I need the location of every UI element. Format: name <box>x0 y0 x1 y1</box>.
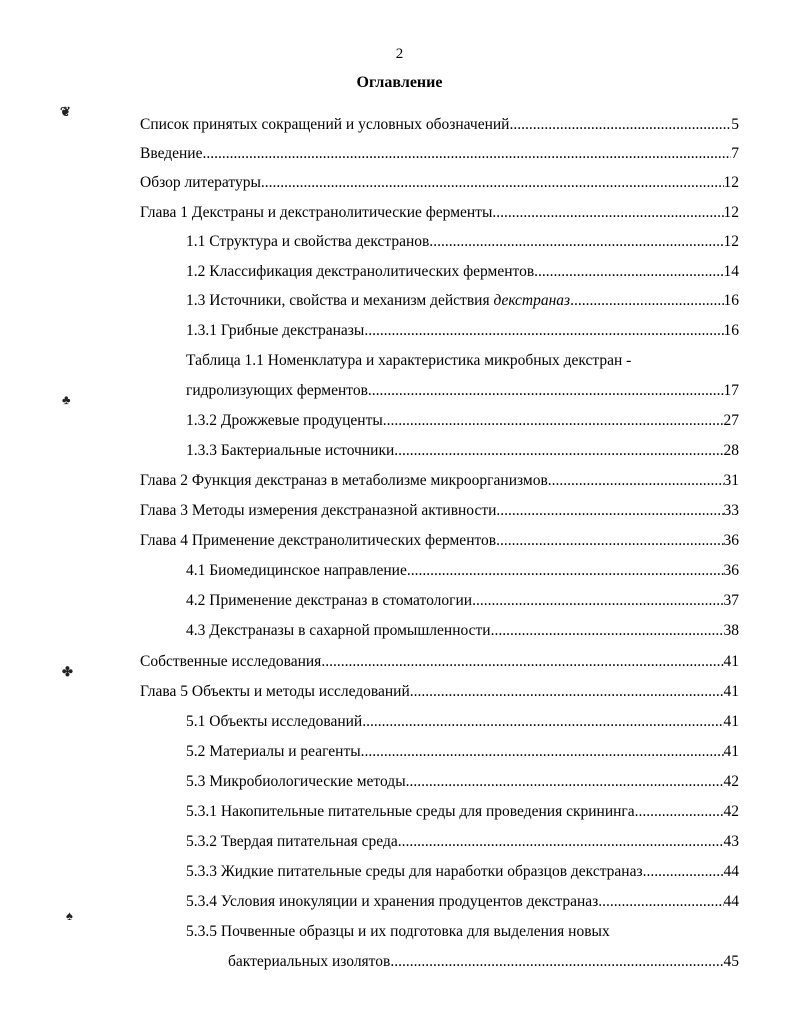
toc-entry[interactable] <box>140 500 739 522</box>
leader-dots <box>410 681 724 703</box>
toc-entry-text: Глава 5 Объекты и методы исследований <box>140 683 410 700</box>
toc-entry[interactable] <box>186 590 739 612</box>
toc-entry-page: 28 <box>723 442 739 459</box>
toc-entry-page: 41 <box>723 683 739 700</box>
toc-entry-text: 5.3.4 Условия инокуляции и хранения продуцентов декстраназ <box>186 893 599 910</box>
toc-entry[interactable] <box>186 741 739 763</box>
leader-dots <box>570 290 723 312</box>
toc-entry-page: 27 <box>723 412 739 429</box>
toc-entry-text: Список принятых сокращений и условных обозначений <box>140 116 510 133</box>
toc-entry[interactable] <box>186 620 739 642</box>
toc-entry[interactable] <box>140 114 739 136</box>
toc-entry[interactable] <box>140 143 739 165</box>
toc-entry-text-plain: 1.3 Источники, свойства и механизм действия <box>186 292 494 309</box>
toc-entry-page: 43 <box>723 833 739 850</box>
toc-entry-page: 36 <box>723 562 739 579</box>
leader-dots <box>202 143 731 165</box>
toc-entry-page: 17 <box>723 382 739 399</box>
leader-dots <box>643 861 724 883</box>
toc-entry-text <box>186 290 570 312</box>
leader-dots <box>472 590 723 612</box>
toc-entry-page: 42 <box>723 773 739 790</box>
toc-entry-page: 36 <box>723 532 739 549</box>
toc-entry[interactable] <box>186 440 739 462</box>
toc-entry-text: 5.2 Материалы и реагенты <box>186 743 361 760</box>
toc-entry[interactable] <box>140 202 739 224</box>
leader-dots <box>407 560 724 582</box>
toc-entry[interactable] <box>186 891 739 913</box>
toc-entry[interactable] <box>228 951 739 973</box>
toc-entry-text: гидролизующих ферментов <box>186 382 368 399</box>
leader-dots <box>383 410 724 432</box>
toc-entry-text: 5.3.3 Жидкие питательные среды для наработки образцов декстраназ <box>186 863 643 880</box>
leader-dots <box>368 380 724 402</box>
toc-entry-page: 41 <box>723 713 739 730</box>
toc-entry-text: 5.3.1 Накопительные питательные среды для проведения скрининга <box>186 803 635 820</box>
toc-entry-text: 1.3.3 Бактериальные источники <box>186 442 395 459</box>
leader-dots <box>394 440 723 462</box>
toc-entry-page: 12 <box>723 174 739 191</box>
leader-dots <box>491 620 724 642</box>
leader-dots <box>496 530 723 552</box>
leader-dots <box>406 771 724 793</box>
toc-entry-text: Глава 4 Применение декстранолитических ферментов <box>140 532 497 549</box>
toc-entry-text: Глава 3 Методы измерения декстраназной активности <box>140 502 497 519</box>
toc-entry[interactable] <box>140 651 739 673</box>
leader-dots <box>492 202 723 224</box>
toc-entry-text: Обзор литературы <box>140 174 261 191</box>
toc-entry-text: бактериальных изолятов <box>228 953 391 970</box>
toc-entry-text: Введение <box>140 145 203 162</box>
toc-entry[interactable] <box>186 231 739 253</box>
toc-entry[interactable] <box>186 831 739 853</box>
toc-entry[interactable] <box>140 530 739 552</box>
scan-mark-icon: ♣ <box>62 392 71 407</box>
leader-dots <box>496 500 723 522</box>
toc-entry[interactable] <box>186 560 739 582</box>
toc-entry-page: 42 <box>723 803 739 820</box>
toc-entry[interactable] <box>140 172 739 194</box>
toc-entry-page: 33 <box>723 502 739 519</box>
leader-dots <box>362 711 723 733</box>
toc-entry-page: 44 <box>723 893 739 910</box>
toc-entry-text: 1.3.2 Дрожжевые продуценты <box>186 412 383 429</box>
toc-entry-text: Глава 1 Декстраны и декстранолитические ферменты <box>140 204 493 221</box>
leader-dots <box>429 231 723 253</box>
scan-mark-icon: ✤ <box>62 664 73 679</box>
toc-entry-page: 12 <box>723 233 739 250</box>
toc-entry-line1[interactable]: 5.3.5 Почвенные образцы и их подготовка для выделения новых <box>186 923 610 940</box>
leader-dots <box>398 831 724 853</box>
toc-entry-page: 12 <box>723 204 739 221</box>
toc-entry-text: 4.1 Биомедицинское направление <box>186 562 407 579</box>
toc-entry[interactable] <box>186 380 739 402</box>
toc-entry-text: 4.2 Применение декстраназ в стоматологии <box>186 592 473 609</box>
toc-entry-page: 38 <box>723 622 739 639</box>
toc-entry[interactable] <box>186 320 739 342</box>
page-number: 2 <box>395 46 404 62</box>
toc-entry-text: 1.1 Структура и свойства декстранов <box>186 233 430 250</box>
leader-dots <box>321 651 723 673</box>
toc-entry-text: Собственные исследования <box>140 653 322 670</box>
leader-dots <box>390 951 723 973</box>
toc-entry-page: 16 <box>723 322 739 339</box>
scan-mark-icon: ♠ <box>66 908 73 923</box>
leader-dots <box>598 891 723 913</box>
toc-entry-line1[interactable]: Таблица 1.1 Номенклатура и характеристика микробных декстран - <box>186 352 632 369</box>
toc-entry[interactable] <box>186 771 739 793</box>
toc-entry-text: 1.2 Классификация декстранолитических ферментов <box>186 263 535 280</box>
toc-entry-page: 5 <box>731 116 739 133</box>
toc-entry[interactable] <box>186 711 739 733</box>
toc-entry[interactable] <box>186 290 739 312</box>
toc-entry-page: 41 <box>723 743 739 760</box>
leader-dots <box>361 741 724 763</box>
leader-dots <box>261 172 724 194</box>
toc-entry-text: 4.3 Декстраназы в сахарной промышленности <box>186 622 491 639</box>
toc-entry-page: 16 <box>723 292 739 309</box>
toc-entry-page: 14 <box>723 263 739 280</box>
toc-entry[interactable] <box>186 801 739 823</box>
leader-dots <box>548 470 724 492</box>
toc-entry-text: 5.3.2 Твердая питательная среда <box>186 833 398 850</box>
page-title: Оглавление <box>356 74 443 91</box>
toc-entry-text-italic: декстраназ <box>493 292 571 309</box>
toc-entry[interactable] <box>186 861 739 883</box>
leader-dots <box>635 801 724 823</box>
toc-entry-page: 41 <box>723 653 739 670</box>
toc-entry-page: 31 <box>723 472 739 489</box>
toc-entry[interactable] <box>186 410 739 432</box>
toc-entry-text: 5.3 Микробиологические методы <box>186 773 406 790</box>
toc-entry-page: 37 <box>723 592 739 609</box>
toc-entry-page: 44 <box>723 863 739 880</box>
toc-entry-text: 5.1 Объекты исследований <box>186 713 363 730</box>
scan-mark-icon: ❦ <box>60 104 71 119</box>
toc-entry[interactable] <box>140 470 739 492</box>
leader-dots <box>534 261 723 283</box>
toc-entry[interactable] <box>140 681 739 703</box>
leader-dots <box>509 114 731 136</box>
toc-entry-text: 1.3.1 Грибные декстраназы <box>186 322 365 339</box>
toc-entry-page: 7 <box>731 145 739 162</box>
leader-dots <box>364 320 723 342</box>
toc-entry-page: 45 <box>723 953 739 970</box>
toc-entry-text: Глава 2 Функция декстраназ в метаболизме микроорганизмов <box>140 472 548 489</box>
toc-entry[interactable] <box>186 261 739 283</box>
